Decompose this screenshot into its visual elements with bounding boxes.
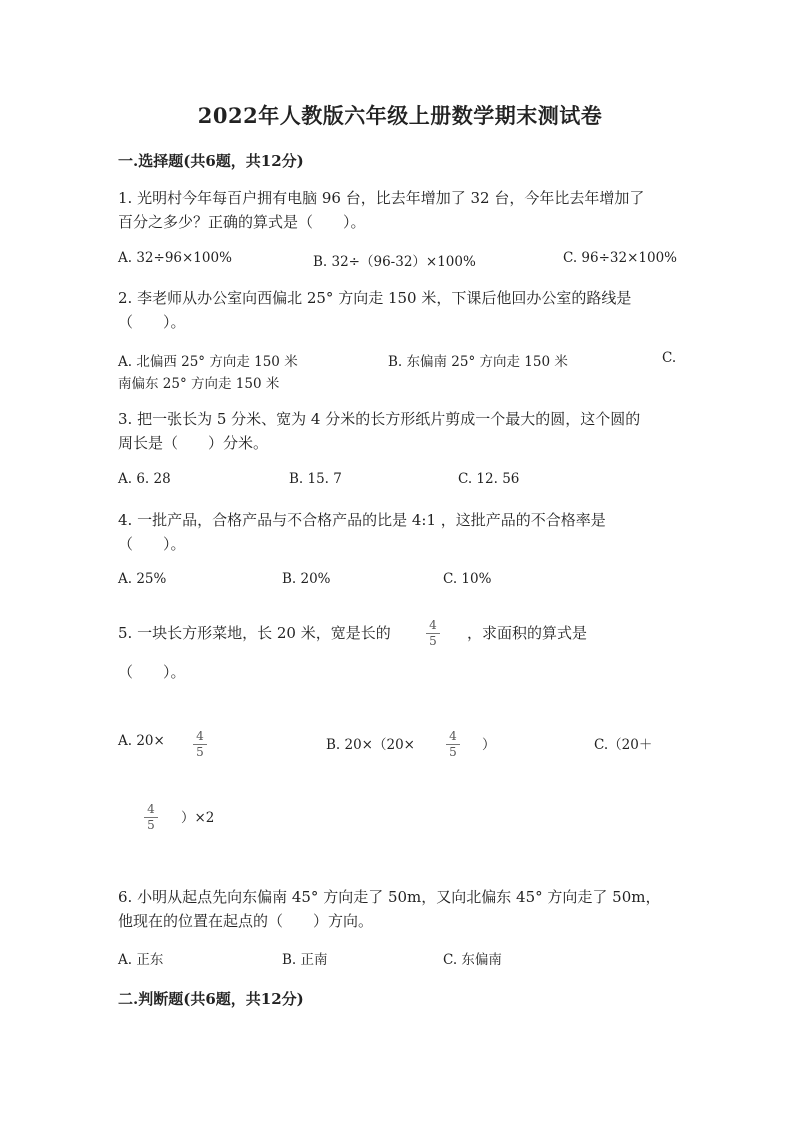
question-text-line: 4. 一批产品，合格产品与不合格产品的比是 4:1 ，这批产品的不合格率是 [118,511,606,529]
option-a[interactable]: A. 北偏西 25° 方向走 150 米 [118,354,298,370]
option-a[interactable]: A. 32÷96×100% [118,250,232,266]
section-heading-judgement: 二.判断题(共6题，共12分) [118,990,304,1008]
fraction-four-fifths [193,730,207,759]
fraction-numerator: 4 [429,618,437,632]
fraction-denominator: 5 [147,818,155,832]
option-a[interactable]: A. 6. 28 [118,471,171,487]
option-c-continued: 南偏东 25° 方向走 150 米 [118,376,280,392]
option-b-close-paren: ） [482,737,496,753]
fraction-denominator: 5 [449,745,457,759]
fraction-numerator: 4 [196,729,204,743]
question-text-line: 1. 光明村今年每百户拥有电脑 96 台，比去年增加了 32 台，今年比去年增加了 [118,189,645,207]
question-text-line: 5. 一块长方形菜地，长 20 米，宽是长的 [118,624,391,642]
option-b[interactable]: B. 20×（20× [326,737,415,753]
option-c[interactable]: C. [662,350,677,366]
option-b[interactable]: B. 20% [282,571,331,587]
option-c-continued: ）×2 [181,810,215,826]
option-c[interactable]: C.（20＋ [594,737,653,753]
fraction-numerator: 4 [449,729,457,743]
fraction-numerator: 4 [147,802,155,816]
question-text-line: 3. 把一张长为 5 分米、宽为 4 分米的长方形纸片剪成一个最大的圆，这个圆的 [118,410,641,428]
question-text-line: ，求面积的算式是 [467,624,588,642]
fraction-four-fifths [426,619,440,648]
question-text-line: （ ）。 [118,663,186,681]
section-heading-choice: 一.选择题(共6题，共12分) [118,152,304,170]
option-c[interactable]: C. 东偏南 [443,952,502,968]
option-a[interactable]: A. 25% [118,571,167,587]
page-title: 2022年人教版六年级上册数学期末测试卷 [197,103,603,128]
fraction-denominator: 5 [429,634,437,648]
option-c[interactable]: C. 10% [443,571,492,587]
fraction-denominator: 5 [196,745,204,759]
option-b[interactable]: B. 32÷（96-32）×100% [313,254,476,270]
fraction-four-fifths [446,730,460,759]
option-b[interactable]: B. 15. 7 [289,471,342,487]
question-text-line: （ ）。 [118,313,186,331]
question-text-line: 2. 李老师从办公室向西偏北 25° 方向走 150 米，下课后他回办公室的路线是 [118,289,632,307]
option-c[interactable]: C. 12. 56 [458,471,520,487]
option-c[interactable]: C. 96÷32×100% [563,250,678,266]
question-text-line: （ ）。 [118,535,186,553]
option-b[interactable]: B. 东偏南 25° 方向走 150 米 [388,354,568,370]
question-text-line: 百分之多少？正确的算式是（ ）。 [118,213,366,231]
fraction-four-fifths [144,803,158,832]
option-b[interactable]: B. 正南 [282,952,328,968]
question-text-line: 周长是（ ）分米。 [118,434,269,452]
question-text-line: 6. 小明从起点先向东偏南 45° 方向走了 50m，又向北偏东 45° 方向走了 50m， [118,888,661,906]
option-a[interactable]: A. 正东 [118,952,164,968]
option-a[interactable]: A. 20× [118,733,165,749]
question-text-line: 他现在的位置在起点的（ ）方向。 [118,912,374,930]
